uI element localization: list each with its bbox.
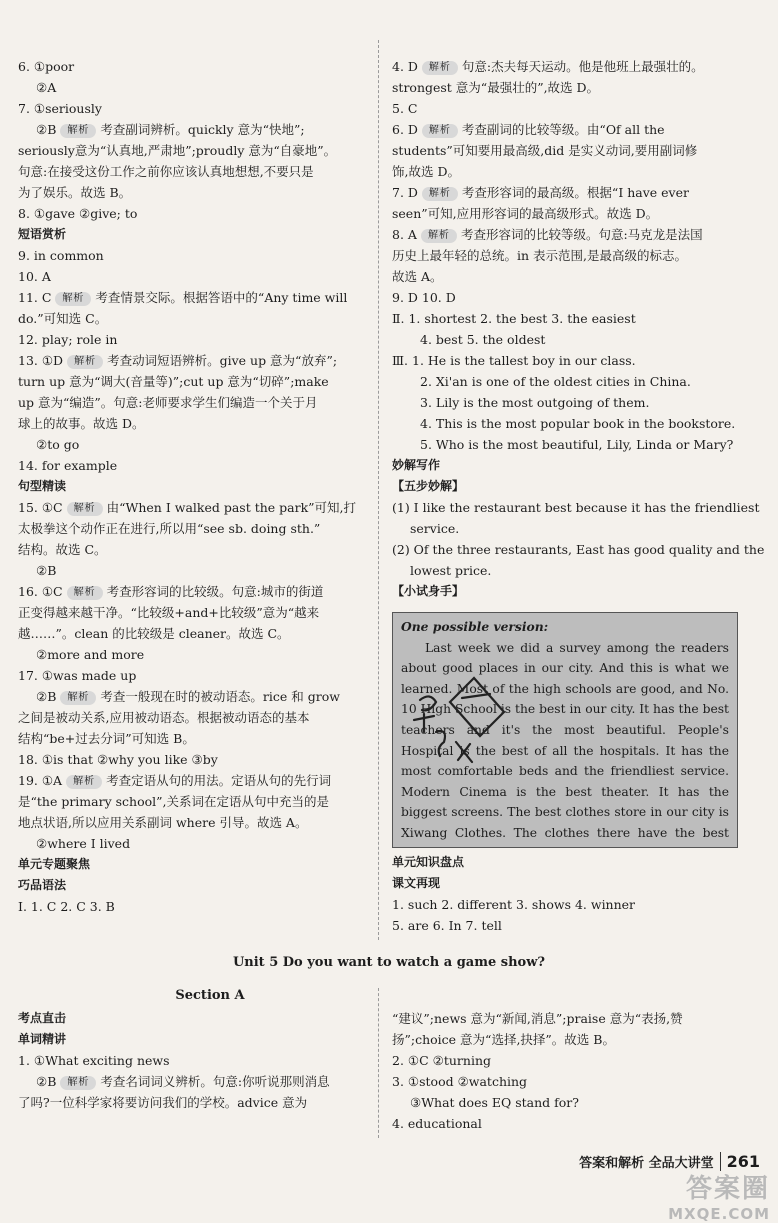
analysis-text: 考查动词短语辨析。give up 意为“放弃”; [107, 353, 338, 368]
answer-line [392, 1008, 750, 1029]
line-text: 3. ①stood ②watching [392, 1074, 528, 1089]
answer-line [18, 1071, 370, 1092]
line-text: ②more and more [36, 647, 145, 662]
answer-line [392, 329, 750, 350]
line-text: turn up 意为“调大(音量等)”;cut up 意为“切碎”;make [18, 374, 329, 389]
line-text: 球上的故事。故选 D。 [18, 416, 145, 431]
line-text: 句意:在接受这份工作之前你应该认真地想想,不要只是 [18, 164, 314, 179]
line-text: 8. ①gave ②give; to [18, 206, 138, 221]
answer-line [18, 497, 370, 518]
line-text: 4. This is the most popular book in the bookstore. [420, 416, 736, 431]
line-text: 为了娱乐。故选 B。 [18, 185, 132, 200]
answer-line [18, 581, 370, 602]
analysis-tag: 解析 [60, 691, 96, 705]
line-text: 4. educational [392, 1116, 482, 1131]
answer-line [18, 518, 370, 539]
line-text: 太极拳这个动作正在进行,所以用“see sb. doing sth.” [18, 521, 321, 536]
line-text: ②B [36, 122, 57, 137]
answer-line [18, 686, 370, 707]
line-text: 考点直击 [18, 1011, 67, 1025]
answer-line [18, 350, 370, 371]
line-text: students”可知要用最高级,did 是实义动词,要用副词修 [392, 143, 698, 158]
answer-line [18, 1050, 370, 1071]
line-text: 历史上最年轻的总统。in 表示范围,是最高级的标志。 [392, 248, 687, 263]
analysis-tag: 解析 [67, 355, 103, 369]
essay-version-label: One possible version: [401, 619, 549, 634]
analysis-tag: 解析 [66, 775, 102, 789]
answer-line [18, 539, 370, 560]
answer-line [18, 266, 370, 287]
line-text: ②B [36, 689, 57, 704]
line-text: up 意为“编造”。句意:老师要求学生们编造一个关于月 [18, 395, 318, 410]
sample-essay-box [392, 612, 738, 848]
line-text: 12. play; role in [18, 332, 118, 347]
analysis-text: 考查形容词的最高级。根据“I have ever [461, 185, 689, 200]
answer-line [392, 852, 750, 873]
answer-line [18, 875, 370, 896]
answer-line [18, 140, 370, 161]
answer-line [18, 770, 370, 791]
watermark-logo: 答案圈 [685, 1174, 770, 1204]
line-text: service. [410, 521, 460, 536]
line-text: 7. D [392, 185, 418, 200]
answer-line [392, 1092, 750, 1113]
line-text: 【小试身手】 [392, 584, 465, 598]
unit-title: Unit 5 Do you want to watch a game show? [232, 955, 546, 970]
answer-line [18, 434, 370, 455]
line-text: ②where I lived [36, 836, 131, 851]
line-text: 9. D 10. D [392, 290, 456, 305]
answer-line [392, 581, 750, 602]
answer-line [392, 224, 750, 245]
answer-line [18, 854, 370, 875]
line-text: “建议”;news 意为“新闻,消息”;praise 意为“表扬,赞 [392, 1011, 683, 1026]
answer-line [392, 518, 750, 539]
line-text: do.”可知选 C。 [18, 311, 108, 326]
answer-line [18, 455, 370, 476]
answer-line [18, 182, 370, 203]
answer-line [18, 161, 370, 182]
line-text: 单元知识盘点 [392, 855, 465, 869]
line-text: 单词精讲 [18, 1032, 67, 1046]
line-text: 扬”;choice 意为“选择,抉择”。故选 B。 [392, 1032, 615, 1047]
answer-line [392, 119, 750, 140]
answer-line [392, 1029, 750, 1050]
line-text: 17. ①was made up [18, 668, 137, 683]
analysis-tag: 解析 [60, 124, 96, 138]
analysis-text: 考查副词辨析。quickly 意为“快地”; [100, 122, 305, 137]
answer-line [392, 476, 750, 497]
line-text: 5. are 6. In 7. tell [392, 918, 502, 933]
answer-line [392, 413, 750, 434]
analysis-text: 考查名词词义辨析。句意:你听说那则消息 [100, 1074, 330, 1089]
line-text: 正变得越来越干净。“比较级+and+比较级”意为“越来 [18, 605, 320, 620]
analysis-tag: 解析 [422, 187, 458, 201]
analysis-tag: 解析 [67, 586, 103, 600]
line-text: 1. such 2. different 3. shows 4. winner [392, 897, 636, 912]
answer-line [392, 77, 750, 98]
answer-line [392, 371, 750, 392]
answer-line [392, 539, 765, 560]
answer-line [18, 203, 370, 224]
answer-line [392, 98, 750, 119]
line-text: Ⅱ. 1. shortest 2. the best 3. the easiest [392, 311, 636, 326]
line-text: 课文再现 [392, 876, 441, 890]
line-text: 10. A [18, 269, 51, 284]
answer-line [18, 665, 370, 686]
section-title: Section A [175, 988, 245, 1003]
line-text: 18. ①is that ②why you like ③by [18, 752, 218, 767]
answer-line [18, 833, 370, 854]
line-text: 2. ①C ②turning [392, 1053, 491, 1068]
line-text: ③What does EQ stand for? [410, 1095, 579, 1110]
line-text: 6. ①poor [18, 59, 75, 74]
analysis-text: 由“When I walked past the park”可知,打 [106, 500, 357, 515]
answer-line [18, 329, 370, 350]
answer-line [18, 119, 370, 140]
line-text: 4. D [392, 59, 418, 74]
answer-line [18, 56, 370, 77]
line-text: 巧品语法 [18, 878, 67, 892]
right-column-after-box [392, 852, 750, 936]
line-text: ②to go [36, 437, 80, 452]
answer-line [392, 915, 750, 936]
line-text: 句型精读 [18, 479, 67, 493]
answer-line [18, 392, 370, 413]
answer-line [18, 476, 370, 497]
line-text: 5. C [392, 101, 418, 116]
analysis-text: 考查定语从句的用法。定语从句的先行词 [106, 773, 332, 788]
line-text: 越……”。clean 的比较级是 cleaner。故选 C。 [18, 626, 290, 641]
line-text: 19. ①A [18, 773, 63, 788]
line-text: 7. ①seriously [18, 101, 102, 116]
analysis-text: 考查一般现在时的被动语态。rice 和 grow [100, 689, 340, 704]
column-divider-bottom [378, 988, 380, 1138]
line-text: 地点状语,所以应用关系副词 where 引导。故选 A。 [18, 815, 308, 830]
analysis-text: 考查副词的比较等级。由“Of all the [461, 122, 665, 137]
answer-line [18, 707, 370, 728]
analysis-text: 考查形容词的比较等级。句意:马克龙是法国 [460, 227, 703, 242]
line-text: 9. in common [18, 248, 104, 263]
line-text: 6. D [392, 122, 418, 137]
line-text: 故选 A。 [392, 269, 443, 284]
bottom-left-column [18, 1008, 370, 1113]
watermark [668, 1168, 770, 1223]
answer-line [392, 873, 750, 894]
left-column [18, 56, 370, 917]
answer-line [392, 497, 760, 518]
answer-line [392, 1050, 750, 1071]
line-text: 2. Xi'an is one of the oldest cities in China. [420, 374, 691, 389]
analysis-tag: 解析 [67, 502, 103, 516]
answer-line [18, 371, 370, 392]
footer-label: 答案和解析 全品大讲堂 [579, 1156, 714, 1171]
line-text: (1) I like the restaurant best because it has the friendliest [392, 500, 760, 515]
answer-line [392, 182, 750, 203]
analysis-tag: 解析 [422, 124, 458, 138]
line-text: ②A [36, 80, 57, 95]
analysis-tag: 解析 [422, 61, 458, 75]
line-text: 8. A [392, 227, 417, 242]
line-text: 13. ①D [18, 353, 64, 368]
answer-line [18, 413, 370, 434]
line-text: 单元专题聚焦 [18, 857, 91, 871]
line-text: 1. ①What exciting news [18, 1053, 170, 1068]
answer-line [18, 560, 370, 581]
answer-line [18, 1092, 370, 1113]
answer-line [18, 287, 370, 308]
page-number: 261 [720, 1152, 760, 1171]
answer-line [18, 812, 370, 833]
watermark-url: MXQE.COM [668, 1205, 770, 1223]
answer-line [18, 896, 370, 917]
answer-line [18, 1008, 370, 1029]
line-text: 11. C [18, 290, 52, 305]
line-text: 结构。故选 C。 [18, 542, 107, 557]
answer-line [18, 623, 370, 644]
right-column [392, 56, 765, 602]
line-text: 结构“be+过去分词”可知选 B。 [18, 731, 195, 746]
answer-line [18, 98, 370, 119]
line-text: 是“the primary school”,关系词在定语从句中充当的是 [18, 794, 330, 809]
line-text: 饰,故选 D。 [392, 164, 460, 179]
line-text: 15. ①C [18, 500, 63, 515]
answer-line [392, 894, 750, 915]
line-text: 4. best 5. the oldest [420, 332, 546, 347]
line-text: ②B [36, 563, 57, 578]
answer-line [392, 245, 750, 266]
answer-line [392, 308, 750, 329]
answer-line [392, 140, 750, 161]
analysis-tag: 解析 [60, 1076, 96, 1090]
line-text: lowest price. [410, 563, 492, 578]
analysis-text: 考查情景交际。根据答语中的“Any time will [95, 290, 348, 305]
analysis-tag: 解析 [55, 292, 91, 306]
answer-line [392, 287, 750, 308]
analysis-text: 句意:杰夫每天运动。他是他班上最强壮的。 [461, 59, 704, 74]
answer-line [18, 245, 370, 266]
line-text: (2) Of the three restaurants, East has good quality and the [392, 542, 765, 557]
answer-line [392, 161, 750, 182]
answer-line [18, 644, 370, 665]
answer-line [392, 560, 750, 581]
essay-paragraph: Last week we did a survey among the readers about good places in our city. And this is what we learned. Most of the high schools are good, and No. 10 High School is the best in our city. It has the best teachers and it's the most beautiful. People's Hospital is the best of all the hospitals. It has the most comfortable beds and the friendliest service. Modern Cinema is the best theater. It has the biggest screens. The best clothes store in our city is Xiwang Clothes. The clothes there have the best [401, 640, 729, 840]
line-text: Ⅰ. 1. C 2. C 3. B [18, 899, 115, 914]
line-text: ②B [36, 1074, 57, 1089]
line-text: strongest 意为“最强壮的”,故选 D。 [392, 80, 600, 95]
answer-line [18, 308, 370, 329]
answer-line [18, 1029, 370, 1050]
answer-line [18, 602, 370, 623]
line-text: Ⅲ. 1. He is the tallest boy in our class. [392, 353, 636, 368]
bottom-right-column [392, 1008, 750, 1134]
answer-line [18, 77, 370, 98]
line-text: 【五步妙解】 [392, 479, 465, 493]
answer-line [392, 266, 750, 287]
analysis-tag: 解析 [421, 229, 457, 243]
line-text: seen”可知,应用形容词的最高级形式。故选 D。 [392, 206, 659, 221]
answer-line [392, 203, 750, 224]
answer-line [392, 455, 750, 476]
line-text: 16. ①C [18, 584, 63, 599]
analysis-text: 考查形容词的比较级。句意:城市的街道 [106, 584, 324, 599]
answer-line [392, 1113, 750, 1134]
line-text: 了吗?一位科学家将要访问我们的学校。advice 意为 [18, 1095, 308, 1110]
answer-line [392, 350, 750, 371]
answer-line [18, 791, 370, 812]
line-text: 之间是被动关系,应用被动语态。根据被动语态的基本 [18, 710, 310, 725]
line-text: 14. for example [18, 458, 118, 473]
column-divider [378, 40, 380, 940]
line-text: 短语赏析 [18, 227, 67, 241]
answer-line [18, 749, 370, 770]
line-text: 3. Lily is the most outgoing of them. [420, 395, 650, 410]
answer-line [392, 1071, 750, 1092]
answer-line [18, 224, 370, 245]
line-text: 5. Who is the most beautiful, Lily, Linda or Mary? [420, 437, 734, 452]
answer-line [18, 728, 370, 749]
line-text: 妙解写作 [392, 458, 441, 472]
answer-line [392, 434, 750, 455]
answer-line [392, 56, 750, 77]
answer-line [392, 392, 750, 413]
line-text: seriously意为“认真地,严肃地”;proudly 意为“自豪地”。 [18, 143, 337, 158]
